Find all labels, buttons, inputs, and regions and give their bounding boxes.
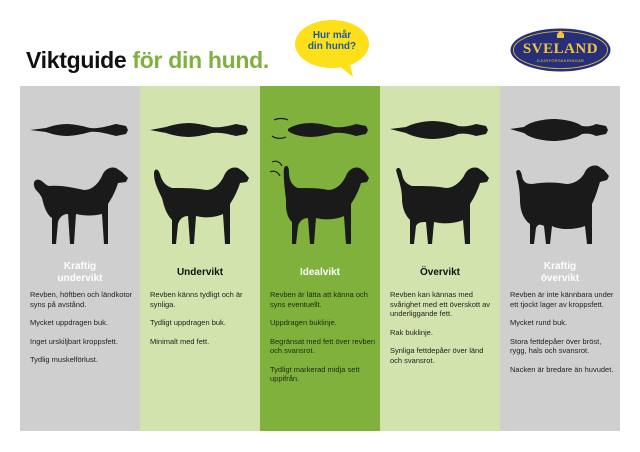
dog-side-view-icon: [270, 156, 370, 248]
page-title: [26, 47, 269, 74]
logo-subtitle: DJURFÖRSÄKRINGAR: [536, 58, 585, 63]
description-line: Uppdragen buklinje.: [270, 318, 337, 327]
column-description: [30, 290, 136, 374]
bubble-line1: Hur mår: [312, 30, 352, 41]
dog-side-view-icon: [510, 156, 610, 248]
description-line: Tydlig muskelförlust.: [30, 355, 98, 364]
description-line: Tydligt uppdragen buk.: [150, 318, 226, 327]
dog-side-view-icon: [150, 156, 250, 248]
column-title: [260, 258, 380, 288]
column-title: [380, 258, 500, 288]
column-title-line: Övervikt: [419, 267, 461, 278]
column-title: [20, 258, 140, 288]
description-line: Mycket uppdragen buk.: [30, 318, 108, 327]
weight-columns: [20, 86, 620, 431]
dog-top-view-icon: [148, 114, 252, 144]
column-title-line: Undervikt: [176, 267, 224, 278]
sveland-logo: [510, 28, 611, 72]
column-description: [270, 290, 376, 393]
bubble-line2: din hund?: [307, 41, 357, 52]
description-line: Revben känns tydligt och är synliga.: [150, 290, 243, 309]
description-line: Revben kan kännas med svårighet med ett överskott av underliggande fett.: [390, 290, 491, 318]
column-severe-overweight: [500, 86, 620, 431]
dog-top-view-icon: [388, 114, 492, 144]
dog-side-view-icon: [390, 156, 490, 248]
column-title-line: undervikt: [57, 273, 103, 284]
column-title-line: övervikt: [540, 273, 580, 284]
column-title: [140, 258, 260, 288]
title-part2: för din hund.: [132, 47, 270, 73]
column-title: [500, 258, 620, 288]
column-severe-underweight: [20, 86, 140, 431]
column-underweight: [140, 86, 260, 431]
description-line: Begränsat med fett över revben och svansrot.: [270, 336, 376, 355]
column-ideal-weight: [260, 86, 380, 431]
dog-top-view-icon: [28, 114, 132, 144]
title-part1: Viktguide: [26, 47, 127, 73]
description-line: Rak buklinje.: [390, 327, 433, 337]
description-line: Revben är inte kännbara under ett tjockt lager av kroppsfett.: [510, 290, 614, 309]
description-line: Revben, höftben och ländkotor syns på avstånd.: [30, 290, 133, 309]
dog-top-view-icon: [268, 114, 372, 144]
column-description: [390, 290, 496, 374]
description-line: Tydligt markerad midja sett uppifrån.: [270, 364, 360, 383]
description-line: Revben är lätta att känna och syns eventuellt.: [270, 290, 368, 309]
dog-top-view-icon: [508, 114, 612, 144]
description-line: Synliga fettdepåer över länd och svansrot.: [390, 346, 484, 365]
column-title-line: Idealvikt: [299, 267, 341, 278]
description-line: Inget urskiljbart kroppsfett.: [30, 336, 118, 346]
description-line: Stora fettdepåer över bröst, rygg, hals och svansrot.: [510, 336, 602, 355]
column-description: [510, 290, 616, 383]
dog-side-view-icon: [30, 156, 130, 248]
column-overweight: [380, 86, 500, 431]
description-line: Mycket rund buk.: [510, 318, 568, 327]
column-title-line: Kraftig: [543, 261, 577, 272]
description-line: Nacken är bredare än huvudet.: [510, 364, 614, 374]
speech-bubble: [293, 18, 371, 78]
column-description: [150, 290, 256, 355]
description-line: Minimalt med fett.: [150, 336, 210, 346]
column-title-line: Kraftig: [63, 261, 97, 272]
logo-name: SVELAND: [522, 41, 599, 57]
